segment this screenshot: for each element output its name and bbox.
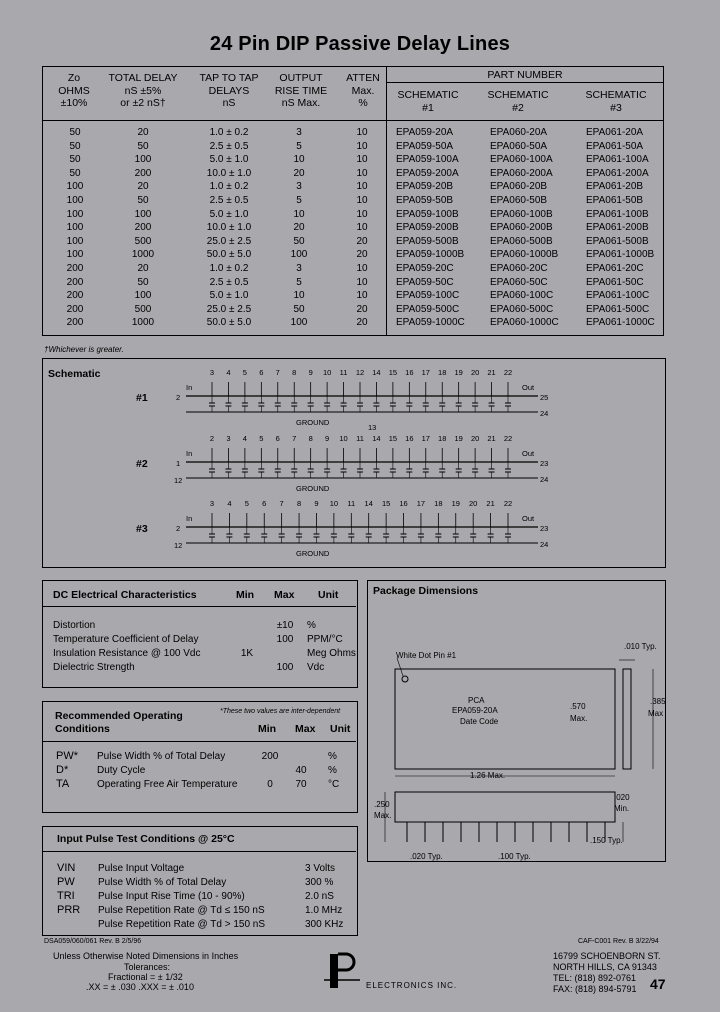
roc-cell: % — [328, 751, 337, 762]
table-cell: 5 — [296, 276, 302, 288]
out-label: Out — [522, 449, 535, 458]
roc-col-min: Min — [258, 723, 277, 735]
pkg-dim-250: .250 — [374, 800, 390, 809]
ground-label: GROUND — [296, 549, 330, 558]
table-cell: 25.0 ± 2.5 — [206, 235, 252, 247]
table-cell: 2.5 ± 0.5 — [209, 276, 249, 288]
table-cell: 100 — [290, 317, 308, 329]
dc-cell: Meg Ohms — [307, 648, 356, 659]
table-cell: EPA060-200B — [490, 222, 553, 234]
footer-addr1: 16799 SCHOENBORN ST. — [553, 951, 661, 961]
roc-cell: % — [328, 765, 337, 776]
table-cell: 20 — [137, 127, 149, 138]
in-label: In — [186, 514, 193, 523]
tap-pin-label: 10 — [339, 434, 348, 443]
table-cell: 10 — [356, 140, 368, 152]
pulse-cell: Pulse Input Voltage — [98, 863, 185, 874]
table-cell: 100 — [134, 290, 152, 302]
footer-fax: FAX: (818) 894-5791 — [553, 984, 637, 994]
table-cell: 50 — [137, 276, 149, 288]
table-cell: EPA060-20B — [490, 181, 548, 193]
pulse-cell: 3 Volts — [305, 863, 336, 874]
header-output-rise: OUTPUT RISE TIME nS Max. — [274, 72, 328, 109]
dc-cell: Vdc — [307, 662, 325, 673]
roc-cell: Pulse Width % of Total Delay — [97, 751, 226, 762]
left-bottom-pin: 12 — [174, 476, 183, 485]
header-schematic-2: SCHEMATIC #2 — [487, 89, 549, 114]
delay-line-drawing — [180, 444, 560, 484]
table-cell: 10 — [356, 263, 368, 274]
tap-pin-label: 18 — [438, 434, 447, 443]
table-cell: 10 — [356, 208, 368, 220]
table-cell: EPA060-100C — [490, 290, 554, 302]
in-label: In — [186, 383, 193, 392]
ground-label: GROUND — [296, 418, 330, 427]
table-cell: EPA061-20A — [586, 127, 644, 138]
tap-pin-label: 18 — [438, 368, 447, 377]
table-cell: EPA061-50B — [586, 195, 644, 206]
table-cell: 2.5 ± 0.5 — [209, 195, 249, 206]
schematic-label: #1 — [136, 392, 148, 404]
tap-pin-label: 8 — [292, 368, 297, 377]
table-cell: 50 — [69, 154, 81, 166]
tap-pin-label: 21 — [487, 368, 496, 377]
tap-pin-label: 21 — [486, 499, 495, 508]
roc-cell: 40 — [295, 765, 307, 776]
table-cell: EPA059-1000B — [396, 249, 465, 261]
pkg-dim-570-max: Max. — [570, 714, 588, 723]
tap-pin-label: 14 — [372, 434, 381, 443]
table-cell: 100 — [134, 208, 152, 220]
table-cell: 20 — [356, 317, 368, 329]
table-cell: EPA059-200A — [396, 167, 459, 179]
footer-left-code: DSA059/060/061 Rev. B 2/5/96 — [44, 938, 142, 945]
table-cell: EPA059-100B — [396, 208, 459, 220]
header-total-delay: TOTAL DELAY nS ±5% or ±2 nS† — [108, 72, 178, 109]
in-label: In — [186, 449, 193, 458]
tap-pin-label: 16 — [399, 499, 408, 508]
table-cell: EPA059-1000C — [396, 317, 465, 329]
table-cell: 50.0 ± 5.0 — [206, 249, 252, 261]
table-cell: EPA060-50C — [490, 276, 548, 288]
tap-pin-label: 14 — [372, 368, 381, 377]
table-footnote: †Whichever is greater. — [44, 345, 124, 354]
dc-cell: 1K — [240, 648, 254, 659]
table-cell: EPA059-50A — [396, 140, 454, 152]
tap-pin-label: 4 — [227, 499, 232, 508]
tap-pin-label: 16 — [405, 368, 414, 377]
dc-cell: % — [307, 620, 316, 631]
table-cell: EPA061-200B — [586, 222, 649, 234]
tap-pin-label: 3 — [209, 368, 215, 377]
table-cell: EPA060-1000C — [490, 317, 559, 329]
roc-cell: TA — [56, 778, 70, 790]
header-atten: ATTEN Max. % — [346, 72, 380, 109]
table-cell: EPA060-50B — [490, 195, 548, 206]
table-cell: 10.0 ± 1.0 — [206, 222, 252, 234]
roc-cell: 70 — [295, 779, 307, 790]
dc-cell: ±10 — [276, 620, 294, 631]
dc-cell: Distortion — [53, 620, 96, 631]
table-cell: 1.0 ± 0.2 — [209, 181, 249, 193]
tap-pin-label: 10 — [322, 368, 332, 377]
tap-pin-label: 20 — [470, 434, 480, 443]
table-cell: EPA059-20C — [396, 263, 454, 274]
table-cell: 100 — [66, 208, 84, 220]
pkg-dim-385-max: Max — [648, 709, 664, 718]
right-top-pin: 23 — [540, 524, 549, 533]
roc-col-max: Max — [295, 723, 316, 735]
pulse-cell: 300 % — [305, 877, 334, 888]
tap-pin-label: 6 — [262, 499, 267, 508]
tap-pin-label: 4 — [226, 368, 231, 377]
table-cell: 10 — [356, 127, 368, 138]
tap-pin-label: 17 — [421, 368, 430, 377]
tap-pin-label: 11 — [356, 434, 364, 443]
page-number: 47 — [650, 976, 666, 992]
dc-cell: PPM/°C — [307, 634, 343, 645]
left-pin: 2 — [176, 524, 181, 533]
tap-pin-label: 7 — [275, 368, 280, 377]
roc-cell: PW* — [56, 750, 78, 762]
roc-cell: °C — [328, 779, 340, 790]
pulse-cell: Pulse Repetition Rate @ Td > 150 nS — [98, 919, 266, 930]
table-cell: 100 — [66, 235, 84, 247]
tap-pin-label: 8 — [308, 434, 313, 443]
out-label: Out — [522, 383, 535, 392]
table-cell: 10 — [293, 290, 305, 302]
table-cell: 5 — [296, 195, 302, 206]
pulse-cell: PW — [57, 876, 75, 888]
pkg-dim-020-min: Min. — [614, 804, 630, 813]
table-cell: 10 — [356, 167, 368, 179]
tap-pin-label: 6 — [275, 434, 280, 443]
pkg-dim-126: 1.26 Max. — [470, 771, 506, 780]
table-cell: 50 — [293, 303, 305, 315]
table-cell: 100 — [290, 249, 308, 261]
tap-pin-label: 8 — [296, 499, 302, 508]
tap-pin-label: 19 — [454, 434, 463, 443]
table-cell: 2.5 ± 0.5 — [209, 140, 249, 152]
table-cell: EPA060-20C — [490, 263, 548, 274]
tap-pin-label: 4 — [242, 434, 247, 443]
tap-pin-label: 10 — [329, 499, 339, 508]
table-cell: EPA060-100A — [490, 154, 553, 166]
tap-pin-label: 5 — [242, 368, 247, 377]
roc-title-2: Conditions — [55, 723, 110, 735]
tap-pin-label: 6 — [259, 368, 264, 377]
tap-pin-label: 22 — [503, 434, 513, 443]
dc-cell: Temperature Coefficient of Delay — [53, 634, 199, 645]
right-bottom-pin: 24 — [540, 475, 549, 484]
tap-pin-label: 9 — [308, 368, 313, 377]
table-cell: 3 — [296, 263, 302, 274]
table-cell: EPA060-20A — [490, 127, 548, 138]
tap-pin-label: 17 — [421, 434, 430, 443]
table-cell: EPA061-100B — [586, 208, 649, 220]
pkg-dim-150: .150 Typ. — [590, 836, 623, 845]
table-cell: 5.0 ± 1.0 — [209, 290, 249, 302]
table-cell: EPA060-100B — [490, 208, 553, 220]
table-cell: 25.0 ± 2.5 — [206, 303, 252, 315]
table-cell: EPA061-500C — [586, 303, 650, 315]
table-cell: 1000 — [131, 317, 155, 329]
table-cell: 5 — [296, 140, 302, 152]
header-zo: Zo OHMS ±10% — [58, 72, 90, 109]
dc-cell: 100 — [276, 634, 294, 645]
table-cell: 100 — [66, 195, 84, 206]
pkg-dim-385: .385 — [650, 697, 666, 706]
footer-xx: .XX = ± .030 .XXX = ± .010 — [86, 982, 194, 992]
table-cell: 50.0 ± 5.0 — [206, 317, 252, 329]
tap-pin-label: 7 — [279, 499, 284, 508]
table-cell: EPA061-100C — [586, 290, 650, 302]
footer-tol2: Tolerances: — [124, 962, 171, 972]
pulse-cell: Pulse Input Rise Time (10 - 90%) — [98, 891, 245, 902]
footer-right-code: CAF-C001 Rev. B 3/22/94 — [578, 938, 659, 945]
table-cell: EPA061-500B — [586, 235, 649, 247]
package-title: Package Dimensions — [373, 585, 479, 597]
table-cell: EPA061-50A — [586, 140, 644, 152]
table-cell: EPA060-50A — [490, 140, 548, 152]
pkg-dim-570: .570 — [570, 702, 586, 711]
header-tap-to-tap: TAP TO TAP DELAYS nS — [199, 72, 259, 109]
tap-pin-label: 20 — [470, 368, 480, 377]
dc-col-min: Min — [236, 589, 255, 601]
table-cell: 200 — [66, 317, 84, 329]
table-cell: EPA061-50C — [586, 276, 644, 288]
header-part-number: PART NUMBER — [487, 69, 563, 81]
table-cell: EPA061-1000C — [586, 317, 655, 329]
table-cell: 3 — [296, 181, 302, 193]
tap-pin-label: 11 — [339, 368, 348, 377]
table-cell: 100 — [66, 249, 84, 261]
right-bottom-pin: 24 — [540, 409, 549, 418]
right-top-pin: 23 — [540, 459, 549, 468]
pkg-dim-020typ: .020 Typ. — [410, 852, 443, 861]
table-cell: 50 — [137, 195, 149, 206]
table-cell: EPA059-500B — [396, 235, 459, 247]
tap-pin-label: 3 — [226, 434, 231, 443]
table-cell: 500 — [134, 235, 152, 247]
tap-pin-label: 9 — [314, 499, 319, 508]
table-cell: 5.0 ± 1.0 — [209, 154, 249, 166]
pulse-cell: VIN — [57, 862, 76, 874]
tap-pin-label: 22 — [503, 368, 513, 377]
table-cell: 1.0 ± 0.2 — [209, 127, 249, 138]
left-pin: 1 — [176, 459, 181, 468]
table-cell: EPA060-500B — [490, 235, 553, 247]
table-cell: EPA059-20A — [396, 127, 454, 138]
table-cell: 10 — [293, 208, 305, 220]
table-cell: 100 — [134, 154, 152, 166]
table-cell: 20 — [293, 222, 305, 234]
tap-pin-label: 15 — [381, 499, 391, 508]
table-cell: EPA061-100A — [586, 154, 649, 166]
table-cell: 20 — [356, 303, 368, 315]
pkg-dim-100typ: .100 Typ. — [498, 852, 531, 861]
table-cell: EPA059-100C — [396, 290, 460, 302]
dc-col-max: Max — [274, 589, 295, 601]
table-cell: 100 — [66, 222, 84, 234]
pkg-dim-250-max: Max. — [374, 811, 392, 820]
table-cell: 10 — [356, 222, 368, 234]
roc-cell: Duty Cycle — [97, 765, 146, 776]
table-cell: 10 — [356, 276, 368, 288]
table-cell: 200 — [66, 263, 84, 274]
table-cell: 5.0 ± 1.0 — [209, 208, 249, 220]
table-cell: EPA059-500C — [396, 303, 460, 315]
pkg-part: EPA059-20A — [452, 706, 498, 715]
tap-pin-label: 7 — [292, 434, 297, 443]
pulse-cell: TRI — [57, 890, 75, 902]
pkg-pca: PCA — [468, 696, 485, 705]
roc-title-1: Recommended Operating — [55, 710, 183, 722]
dc-title: DC Electrical Characteristics — [53, 589, 197, 601]
table-cell: 50 — [69, 127, 81, 138]
table-cell: 20 — [356, 235, 368, 247]
tap-pin-label: 5 — [259, 434, 264, 443]
pulse-cell: Pulse Width % of Total Delay — [98, 877, 227, 888]
right-bottom-pin: 24 — [540, 540, 549, 549]
tap-pin-label: 15 — [388, 434, 398, 443]
table-cell: 50 — [293, 235, 305, 247]
footer-electronics: ELECTRONICS INC. — [366, 981, 458, 990]
table-cell: 10 — [356, 290, 368, 302]
dc-col-unit: Unit — [318, 589, 339, 601]
table-cell: EPA061-1000B — [586, 249, 655, 261]
schematic-title: Schematic — [48, 368, 101, 380]
tap-pin-label: 19 — [454, 368, 463, 377]
delay-line-drawing — [180, 378, 560, 418]
table-cell: EPA061-200A — [586, 167, 649, 179]
pkg-dim-020: .020 — [614, 793, 630, 802]
roc-col-unit: Unit — [330, 723, 351, 735]
left-bottom-pin: 12 — [174, 541, 183, 550]
ground-pin: 13 — [368, 423, 377, 432]
table-cell: 50 — [69, 167, 81, 179]
footer-tol1: Unless Otherwise Noted Dimensions in Inches — [53, 951, 239, 961]
tap-pin-label: 21 — [487, 434, 496, 443]
table-cell: 10 — [293, 154, 305, 166]
pulse-cell: 2.0 nS — [305, 891, 334, 902]
dc-cell: 100 — [276, 662, 294, 673]
pulse-cell: PRR — [57, 904, 81, 916]
pkg-white-dot: White Dot Pin #1 — [396, 651, 457, 660]
tap-pin-label: 20 — [469, 499, 478, 508]
table-cell: EPA059-100A — [396, 154, 459, 166]
table-cell: 20 — [137, 263, 149, 274]
roc-cell: 0 — [267, 779, 273, 790]
schematic-label: #3 — [136, 523, 148, 535]
header-schematic-1: SCHEMATIC #1 — [397, 89, 459, 114]
table-cell: 10 — [356, 154, 368, 166]
tap-pin-label: 12 — [355, 368, 365, 377]
table-cell: 1000 — [131, 249, 155, 261]
table-cell: EPA060-500C — [490, 303, 554, 315]
pkg-dim-010: .010 Typ. — [624, 642, 657, 651]
table-cell: EPA060-200A — [490, 167, 553, 179]
roc-cell: Operating Free Air Temperature — [97, 779, 238, 790]
pulse-cell: 300 KHz — [305, 919, 344, 930]
dc-cell: Dielectric Strength — [53, 662, 135, 673]
table-cell: 10 — [356, 195, 368, 206]
tap-pin-label: 15 — [388, 368, 398, 377]
tap-pin-label: 11 — [347, 499, 356, 508]
header-schematic-3: SCHEMATIC #3 — [585, 89, 647, 114]
tap-pin-label: 16 — [405, 434, 414, 443]
table-cell: 200 — [66, 290, 84, 302]
pulse-cell: 1.0 MHz — [305, 905, 343, 916]
pulse-cell: Pulse Repetition Rate @ Td ≤ 150 nS — [98, 905, 265, 916]
delay-line-drawing — [180, 509, 560, 549]
tap-pin-label: 17 — [416, 499, 426, 508]
package-drawing — [367, 580, 664, 860]
table-cell: 10.0 ± 1.0 — [206, 167, 252, 179]
roc-cell: 200 — [261, 751, 279, 762]
page-title: 24 Pin DIP Passive Delay Lines — [209, 33, 511, 55]
table-cell: EPA059-50C — [396, 276, 454, 288]
roc-note: *These two values are inter-dependent — [220, 708, 341, 715]
table-cell: 10 — [356, 181, 368, 193]
tap-pin-label: 14 — [364, 499, 373, 508]
table-cell: 200 — [134, 167, 152, 179]
ground-label: GROUND — [296, 484, 330, 493]
out-label: Out — [522, 514, 535, 523]
table-cell: 200 — [66, 276, 84, 288]
right-top-pin: 25 — [540, 393, 549, 402]
tap-pin-label: 3 — [209, 499, 215, 508]
pulse-title: Input Pulse Test Conditions @ 25°C — [57, 833, 235, 845]
tap-pin-label: 22 — [503, 499, 513, 508]
table-cell: 20 — [293, 167, 305, 179]
table-cell: 20 — [137, 181, 149, 193]
tap-pin-label: 19 — [451, 499, 460, 508]
table-cell: 20 — [356, 249, 368, 261]
table-cell: 200 — [66, 303, 84, 315]
table-cell: 50 — [69, 140, 81, 152]
table-cell: EPA060-1000B — [490, 249, 559, 261]
footer-addr2: NORTH HILLS, CA 91343 — [553, 962, 657, 972]
table-cell: EPA059-20B — [396, 181, 454, 193]
pca-logo — [320, 950, 362, 992]
pkg-date-code: Date Code — [460, 717, 499, 726]
table-cell: EPA059-50B — [396, 195, 454, 206]
table-cell: EPA061-20B — [586, 181, 644, 193]
tap-pin-label: 18 — [434, 499, 443, 508]
table-cell: 200 — [134, 222, 152, 234]
footer-tol3: Fractional = ± 1/32 — [108, 972, 183, 982]
tap-pin-label: 2 — [209, 434, 215, 443]
table-cell: 500 — [134, 303, 152, 315]
table-cell: 3 — [296, 127, 302, 138]
tap-pin-label: 5 — [244, 499, 249, 508]
roc-cell: D* — [56, 764, 69, 776]
left-pin: 2 — [176, 393, 181, 402]
table-cell: 1.0 ± 0.2 — [209, 263, 249, 274]
table-cell: 100 — [66, 181, 84, 193]
footer-tel: TEL: (818) 892-0761 — [553, 973, 637, 983]
table-cell: 50 — [137, 140, 149, 152]
dc-cell: Insulation Resistance @ 100 Vdc — [53, 648, 201, 659]
table-cell: EPA059-200B — [396, 222, 459, 234]
schematic-label: #2 — [136, 458, 148, 470]
table-cell: EPA061-20C — [586, 263, 644, 274]
tap-pin-label: 9 — [325, 434, 330, 443]
